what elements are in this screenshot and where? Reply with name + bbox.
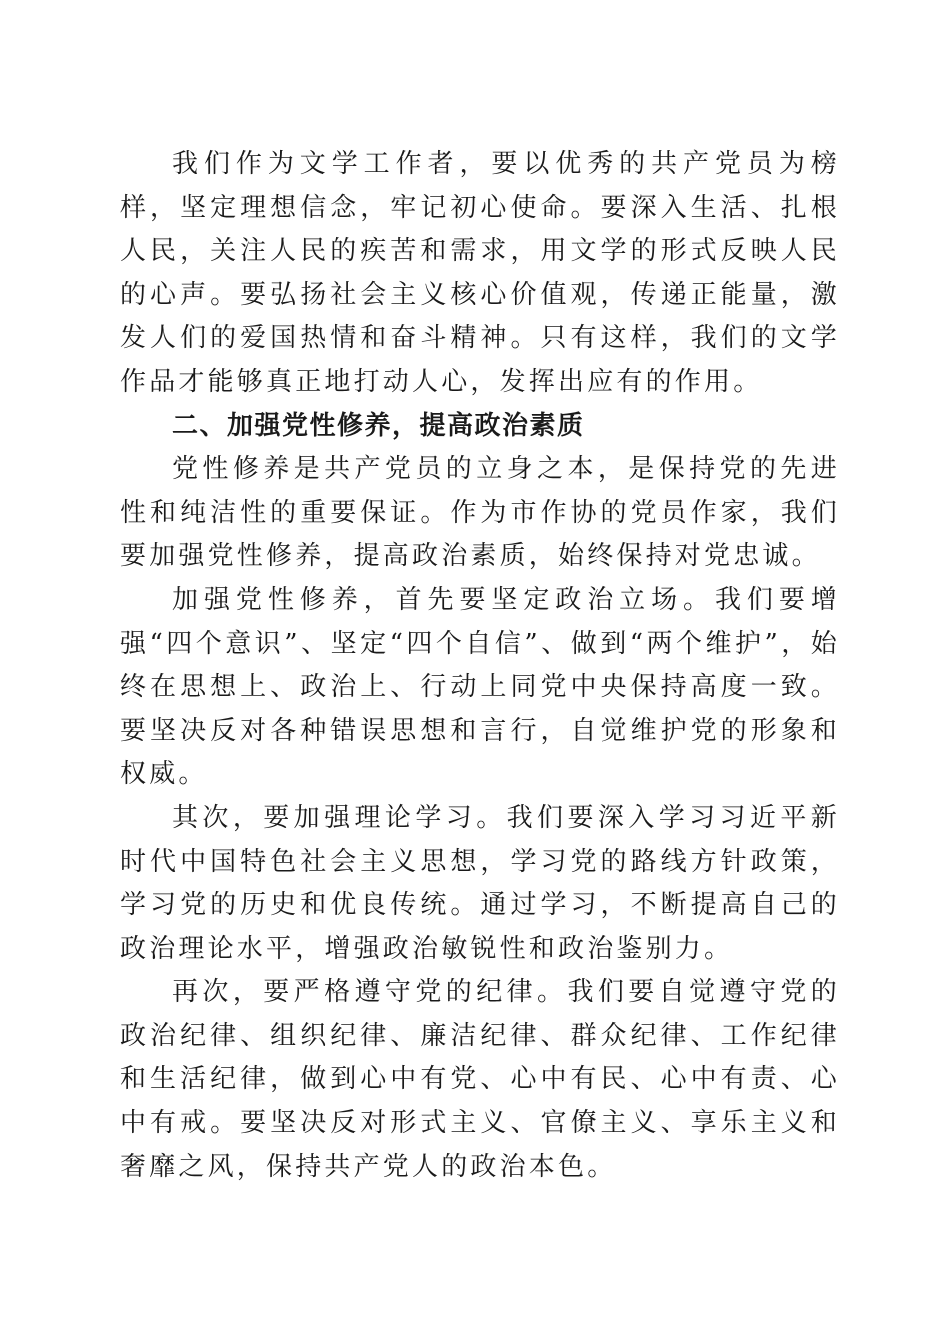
- section-heading-party-spirit: 二、加强党性修养，提高政治素质: [172, 410, 585, 441]
- paragraph-party-discipline: 再次，要严格遵守党的纪律。我们要自觉遵守党的政治纪律、组织纪律、廉洁纪律、群众纪律、工作纪律和生活纪律，做到心中有党、心中有民、心中有责、心中有戒。要坚决反对形式主义、官僚主义、享乐主义和奢靡之风，保持共产党人的政治本色。: [120, 977, 840, 1182]
- paragraph-political-stance: 加强党性修养，首先要坚定政治立场。我们要增强“四个意识”、坚定“四个自信”、做到“两个维护”，始终在思想上、政治上、行动上同党中央保持高度一致。要坚决反对各种错误思想和言行，自觉维护党的形象和权威。: [120, 584, 840, 790]
- paragraph-role-model: 我们作为文学工作者，要以优秀的共产党员为榜样，坚定理想信念，牢记初心使命。要深入生活、扎根人民，关注人民的疾苦和需求，用文学的形式反映人民的心声。要弘扬社会主义核心价值观，传递正能量，激发人们的爱国热情和奋斗精神。只有这样，我们的文学作品才能够真正地打动人心，发挥出应有的作用。: [120, 149, 840, 397]
- paragraph-party-spirit-intro: 党性修养是共产党员的立身之本，是保持党的先进性和纯洁性的重要保证。作为市作协的党员作家，我们要加强党性修养，提高政治素质，始终保持对党忠诚。: [120, 454, 840, 572]
- paragraph-theory-study: 其次，要加强理论学习。我们要深入学习习近平新时代中国特色社会主义思想，学习党的路线方针政策，学习党的历史和优良传统。通过学习，不断提高自己的政治理论水平，增强政治敏锐性和政治鉴别力。: [120, 802, 840, 964]
- document-body: [120, 143, 840, 1189]
